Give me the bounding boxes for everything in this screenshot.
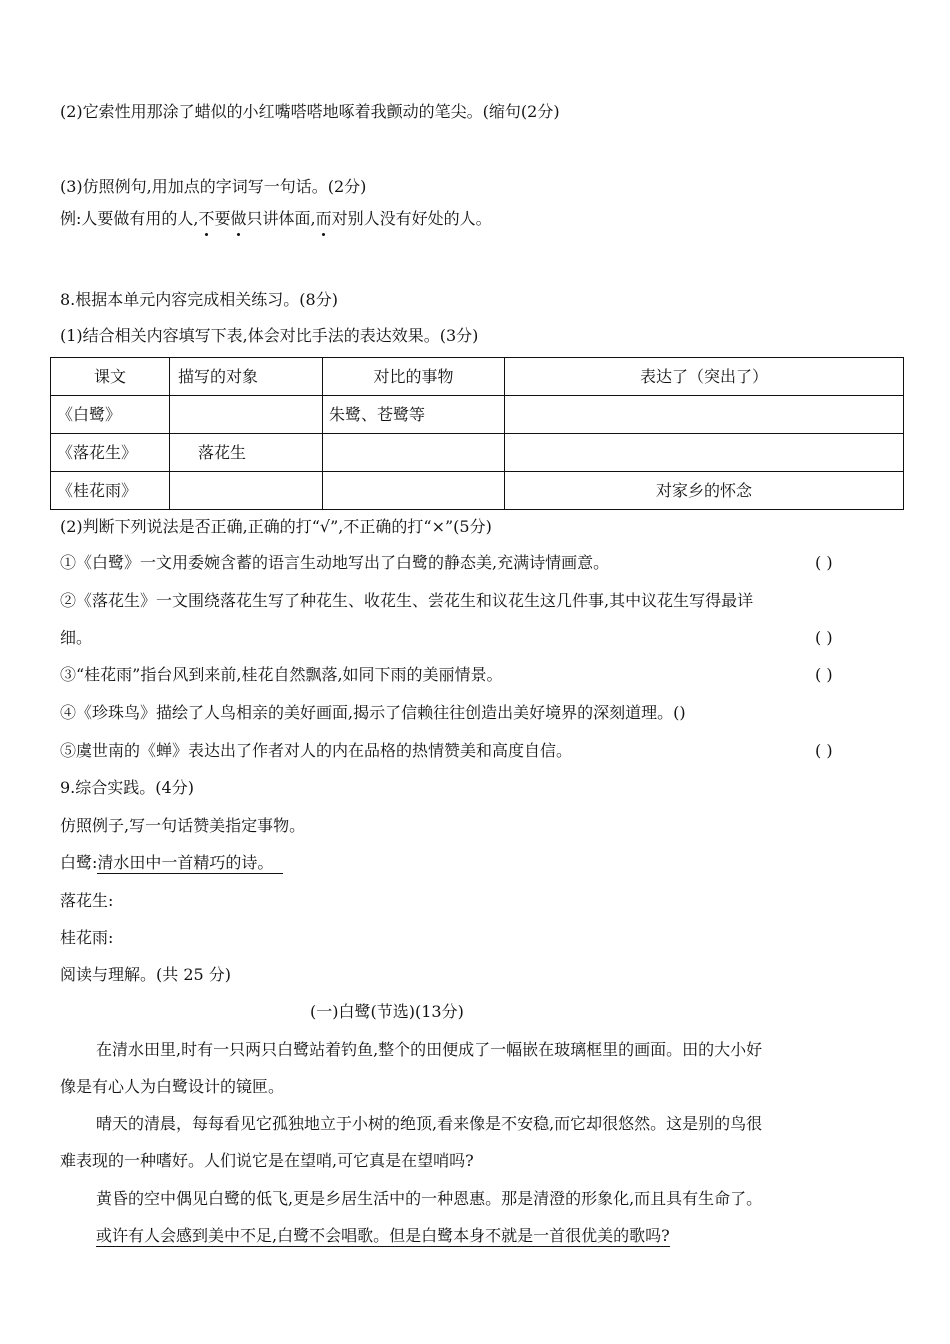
passage-p1-line1: 在清水田里,时有一只两只白鹭站着钓鱼,整个的田便成了一幅嵌在玻璃框里的画面。田的大小好 bbox=[96, 1040, 763, 1059]
emphasis-char-2: 做 bbox=[230, 209, 247, 228]
question-9: 9.综合实践。(4分) bbox=[60, 778, 194, 797]
passage-p1-line2: 像是有心人为白鹭设计的镜匣。 bbox=[60, 1077, 285, 1096]
judge-item-2: ②《落花生》一文围绕落花生写了种花生、收花生、尝花生和议花生这几件事,其中议花生写得最详 bbox=[60, 591, 754, 610]
example-label: 白鹭: bbox=[60, 853, 98, 872]
example-line bbox=[60, 852, 283, 874]
judge-item-1: ①《白鹭》一文用委婉含蓄的语言生动地写出了白鹭的静态美,充满诗情画意。 bbox=[60, 553, 610, 572]
example-sentence bbox=[60, 208, 492, 230]
passage-p3-line1: 黄昏的空中偶见白鹭的低飞,更是乡居生活中的一种恩惠。那是清澄的形象化,而且具有生命了。 bbox=[96, 1189, 763, 1208]
example-answer: 清水田中一首精巧的诗。 bbox=[97, 853, 283, 874]
answer-blank[interactable]: ( ) bbox=[815, 741, 833, 760]
table-cell: 《白鹭》 bbox=[51, 396, 170, 434]
table-header-cell: 描写的对象 bbox=[170, 358, 323, 396]
table-cell[interactable] bbox=[170, 472, 323, 510]
emphasis-char-1: 不 bbox=[198, 209, 215, 228]
judge-item-4: ④《珍珠鸟》描绘了人鸟相亲的美好画面,揭示了信赖往往创造出美好境界的深刻道理。() bbox=[60, 703, 686, 722]
passage-p4-line1 bbox=[96, 1225, 670, 1247]
judge-item-3: ③“桂花雨”指台风到来前,桂花自然飘落,如同下雨的美丽情景。 bbox=[60, 665, 503, 684]
table-header-cell: 表达了（突出了） bbox=[505, 358, 904, 396]
table-cell: 朱鹭、苍鹭等 bbox=[323, 396, 505, 434]
table-cell[interactable] bbox=[323, 434, 505, 472]
example-part-2: 要 bbox=[214, 209, 231, 228]
question-7-3: (3)仿照例句,用加点的字词写一句话。(2分) bbox=[60, 177, 367, 196]
reading-section-title: 阅读与理解。(共 25 分) bbox=[60, 965, 232, 984]
answer-blank[interactable]: ( ) bbox=[815, 553, 833, 572]
table-cell[interactable] bbox=[170, 396, 323, 434]
question-8-1: (1)结合相关内容填写下表,体会对比手法的表达效果。(3分) bbox=[60, 326, 479, 345]
table-cell: 对家乡的怀念 bbox=[505, 472, 904, 510]
passage-p2-line1: 晴天的清晨，每每看见它孤独地立于小树的绝顶,看来像是不安稳,而它却很悠然。这是别的鸟很 bbox=[96, 1114, 763, 1133]
question-8: 8.根据本单元内容完成相关练习。(8分) bbox=[60, 290, 338, 309]
answer-blank[interactable]: ( ) bbox=[815, 628, 833, 647]
table-cell[interactable] bbox=[505, 396, 904, 434]
question-7-2: (2)它索性用那涂了蜡似的小红嘴嗒嗒地啄着我颤动的笔尖。(缩句(2分) bbox=[60, 102, 560, 121]
table-row bbox=[51, 396, 904, 434]
passage-p2-line2: 难表现的一种嗜好。人们说它是在望哨,可它真是在望哨吗? bbox=[60, 1151, 474, 1170]
answer-blank[interactable]: ( ) bbox=[815, 665, 833, 684]
table-cell: 落花生 bbox=[170, 434, 323, 472]
example-part-3: 只讲体面, bbox=[246, 209, 316, 228]
table-header-row bbox=[51, 358, 904, 396]
comparison-table bbox=[50, 357, 904, 510]
table-header-cell: 课文 bbox=[51, 358, 170, 396]
question-9-instruction: 仿照例子,写一句话赞美指定事物。 bbox=[60, 816, 306, 835]
table-cell: 《落花生》 bbox=[51, 434, 170, 472]
table-header-cell: 对比的事物 bbox=[323, 358, 505, 396]
underlined-sentence: 或许有人会感到美中不足,白鹭不会唱歌。但是白鹭本身不就是一首很优美的歌吗? bbox=[96, 1226, 670, 1245]
table-row bbox=[51, 434, 904, 472]
question-8-2: (2)判断下列说法是否正确,正确的打“√”,不正确的打“×”(5分) bbox=[60, 517, 492, 536]
emphasis-char-3: 而 bbox=[315, 209, 332, 228]
example-part-1: 例:人要做有用的人, bbox=[60, 209, 199, 228]
table-cell: 《桂花雨》 bbox=[51, 472, 170, 510]
judge-item-2-cont: 细。 bbox=[60, 628, 93, 647]
item-guihuayu: 桂花雨: bbox=[60, 928, 114, 947]
judge-item-5: ⑤虞世南的《蝉》表达出了作者对人的内在品格的热情赞美和高度自信。 bbox=[60, 741, 573, 760]
example-part-4: 对别人没有好处的人。 bbox=[331, 209, 492, 228]
table-cell[interactable] bbox=[323, 472, 505, 510]
table-cell[interactable] bbox=[505, 434, 904, 472]
item-luohuasheng: 落花生: bbox=[60, 891, 114, 910]
table-row bbox=[51, 472, 904, 510]
passage-title: (一)白鹭(节选)(13分) bbox=[310, 1002, 464, 1021]
